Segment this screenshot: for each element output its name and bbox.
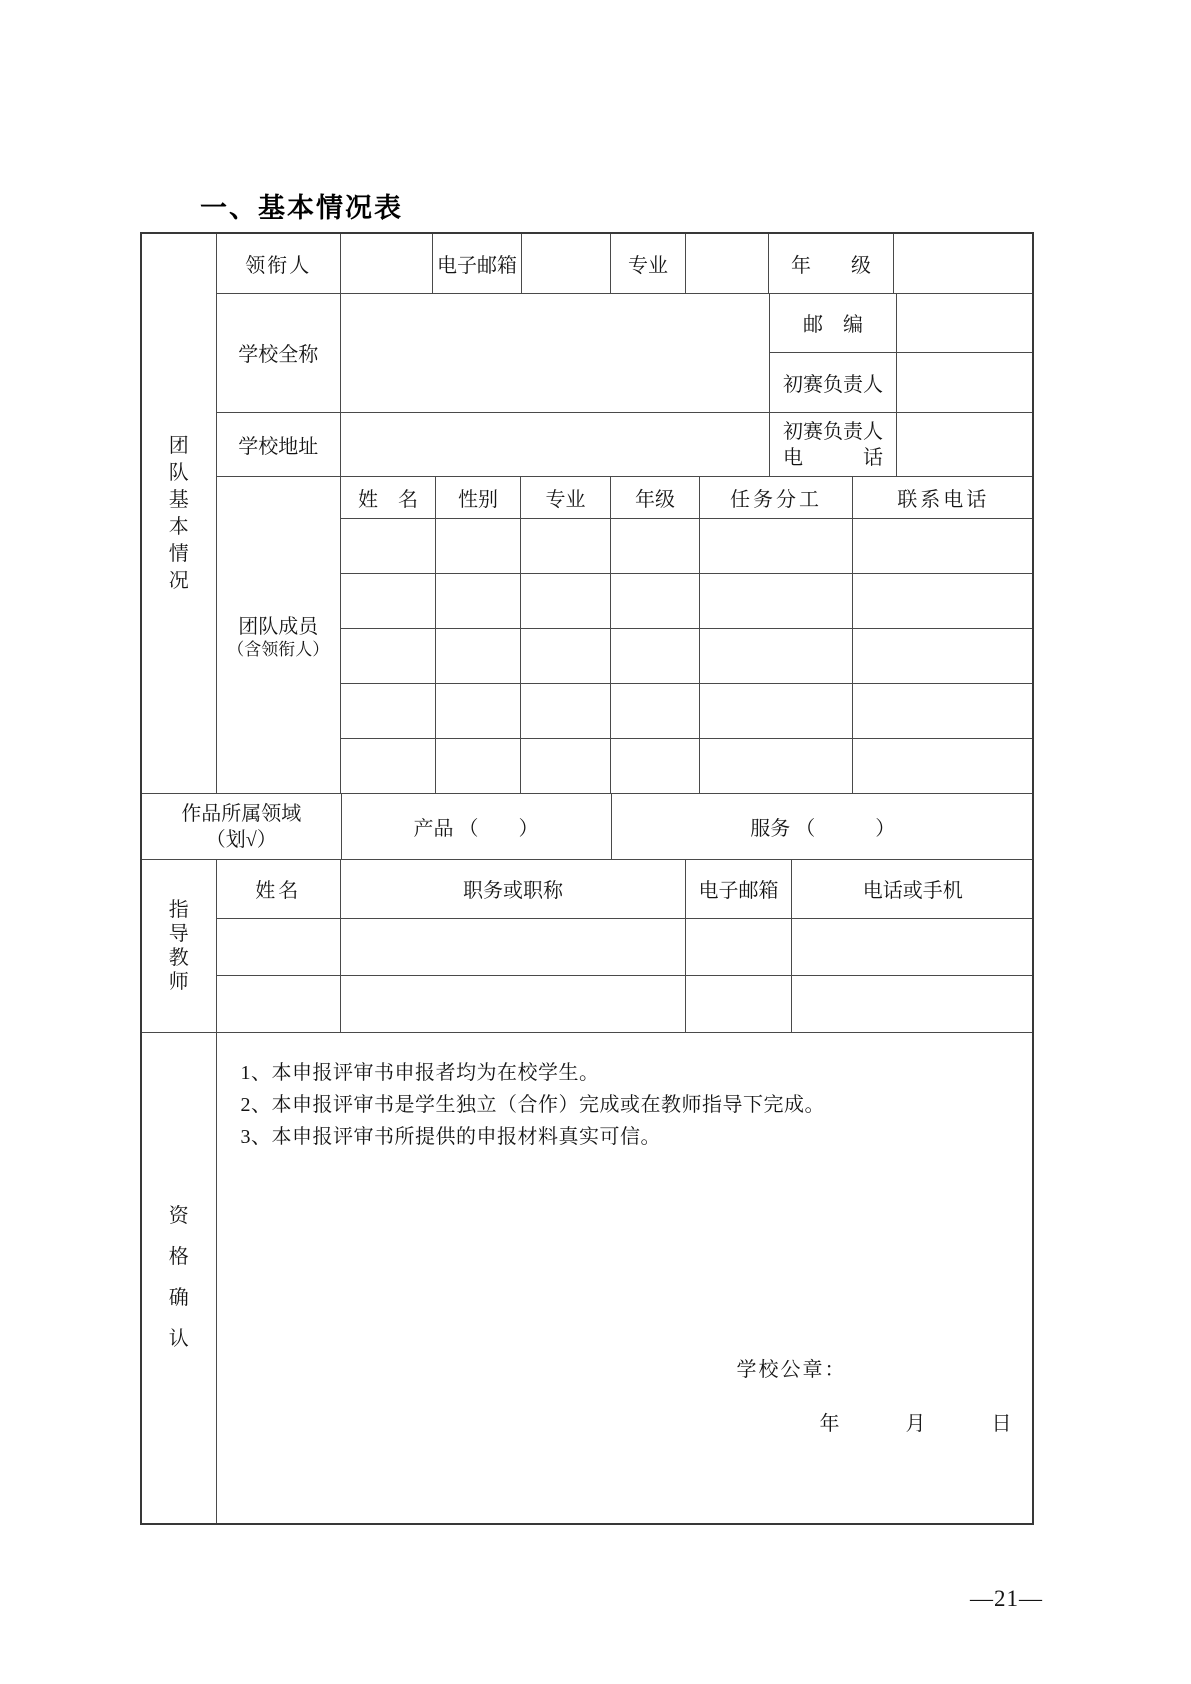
leader-label-cell: 领衔人 bbox=[217, 234, 341, 293]
school-address-value-cell bbox=[341, 413, 770, 477]
field-domain-table bbox=[142, 794, 1034, 859]
members-label-cell bbox=[217, 477, 341, 793]
prelim-manager-label-cell: 初赛负责人 bbox=[770, 353, 897, 413]
member-header-grade: 年级 bbox=[611, 477, 700, 518]
advisor-empty-cell bbox=[792, 975, 1034, 1032]
advisor-empty-cell bbox=[341, 918, 686, 975]
qualification-statements bbox=[241, 1057, 826, 1153]
side-label-advisors: 指导教师 bbox=[168, 899, 189, 993]
side-label-qualification: 资格确认 bbox=[168, 1204, 189, 1350]
major-label-cell: 专业 bbox=[611, 234, 686, 293]
member-empty-cell bbox=[341, 683, 436, 738]
member-empty-cell bbox=[611, 518, 700, 573]
member-empty-cell bbox=[521, 738, 611, 793]
member-empty-cell bbox=[611, 573, 700, 628]
member-header-name: 姓 名 bbox=[341, 477, 436, 518]
member-empty-cell bbox=[853, 738, 1034, 793]
page-title: 一、基本情况表 bbox=[200, 193, 403, 223]
members-table bbox=[217, 477, 1034, 793]
advisors-table bbox=[217, 860, 1034, 1032]
member-header-gender: 性别 bbox=[436, 477, 521, 518]
statement-line-1: 1、本申报评审书申报者均为在校学生。 bbox=[240, 1062, 600, 1084]
seal-label: 学校公章： bbox=[736, 1359, 847, 1381]
advisor-empty-cell bbox=[217, 975, 341, 1032]
statement-line-3: 3、本申报评审书所提供的申报材料真实可信。 bbox=[240, 1126, 661, 1148]
leader-value-cell bbox=[341, 234, 433, 293]
member-empty-cell bbox=[853, 573, 1034, 628]
side-label-team-cell bbox=[141, 233, 216, 794]
school-rows-table bbox=[217, 294, 1034, 478]
school-name-label-cell: 学校全称 bbox=[217, 294, 341, 413]
statement-line-2: 2、本申报评审书是学生独立（合作）完成或在教师指导下完成。 bbox=[240, 1094, 825, 1116]
member-empty-cell bbox=[700, 518, 853, 573]
member-empty-cell bbox=[521, 518, 611, 573]
member-empty-cell bbox=[853, 518, 1034, 573]
field-domain-label-cell bbox=[142, 794, 341, 859]
prelim-phone-label-line1: 初赛负责人 bbox=[783, 420, 883, 443]
member-empty-cell bbox=[436, 573, 521, 628]
member-empty-cell bbox=[700, 573, 853, 628]
field-domain-section-cell bbox=[141, 794, 1033, 860]
product-option-cell: 产品 （ ） bbox=[341, 794, 611, 859]
form-table bbox=[140, 232, 1034, 1525]
school-name-value-cell bbox=[341, 294, 770, 413]
member-empty-cell bbox=[700, 628, 853, 683]
member-empty-cell bbox=[853, 628, 1034, 683]
member-empty-cell bbox=[341, 628, 436, 683]
date-day-label: 日 bbox=[991, 1413, 1012, 1435]
school-address-label-cell: 学校地址 bbox=[217, 413, 341, 477]
service-option-cell: 服务 （ ） bbox=[750, 818, 896, 840]
member-empty-cell bbox=[436, 628, 521, 683]
advisor-header-phone: 电话或手机 bbox=[792, 860, 1034, 918]
member-empty-cell bbox=[700, 683, 853, 738]
major-value-cell bbox=[686, 234, 769, 293]
email-label-cell: 电子邮箱 bbox=[433, 234, 522, 293]
side-label-advisors-cell bbox=[141, 860, 216, 1033]
date-line bbox=[820, 1407, 1012, 1436]
grade-label-cell: 年 级 bbox=[769, 234, 894, 293]
grade-value-cell bbox=[894, 234, 1034, 293]
postal-value-cell bbox=[897, 294, 1034, 353]
email-value-cell bbox=[522, 234, 611, 293]
qualification-content-cell bbox=[216, 1033, 1033, 1524]
advisor-header-email: 电子邮箱 bbox=[686, 860, 792, 918]
member-empty-cell bbox=[436, 683, 521, 738]
member-empty-cell bbox=[521, 683, 611, 738]
members-label-line1: 团队成员 bbox=[238, 615, 319, 638]
advisor-header-title: 职务或职称 bbox=[341, 860, 686, 918]
side-label-qualification-cell bbox=[141, 1033, 216, 1524]
member-header-task: 任务分工 bbox=[700, 477, 853, 518]
member-empty-cell bbox=[341, 573, 436, 628]
prelim-phone-value-cell bbox=[897, 413, 1034, 477]
advisor-empty-cell bbox=[341, 975, 686, 1032]
advisor-empty-cell bbox=[217, 918, 341, 975]
prelim-phone-label-cell bbox=[770, 413, 897, 477]
member-empty-cell bbox=[341, 738, 436, 793]
member-empty-cell bbox=[436, 518, 521, 573]
member-empty-cell bbox=[611, 738, 700, 793]
date-month-label: 月 bbox=[905, 1413, 926, 1435]
member-header-major: 专业 bbox=[521, 477, 611, 518]
prelim-phone-label-line2: 电 话 bbox=[783, 446, 883, 469]
prelim-manager-value-cell bbox=[897, 353, 1034, 413]
advisor-header-name: 姓名 bbox=[217, 860, 341, 918]
page-number: —21— bbox=[970, 1586, 1043, 1611]
member-empty-cell bbox=[521, 628, 611, 683]
leader-row-table bbox=[217, 234, 1034, 294]
member-empty-cell bbox=[611, 683, 700, 738]
member-empty-cell bbox=[853, 683, 1034, 738]
member-empty-cell bbox=[700, 738, 853, 793]
field-domain-label-line2: （划√） bbox=[205, 828, 277, 851]
field-domain-label-line1: 作品所属领域 bbox=[181, 802, 302, 825]
member-empty-cell bbox=[436, 738, 521, 793]
member-empty-cell bbox=[521, 573, 611, 628]
advisors-section-cell bbox=[216, 860, 1033, 1033]
member-header-phone: 联系电话 bbox=[853, 477, 1034, 518]
team-section-cell bbox=[216, 233, 1033, 794]
member-empty-cell bbox=[341, 518, 436, 573]
advisor-empty-cell bbox=[792, 918, 1034, 975]
advisor-empty-cell bbox=[686, 918, 792, 975]
member-empty-cell bbox=[611, 628, 700, 683]
date-year-label: 年 bbox=[819, 1413, 840, 1435]
members-label-line2: （含领衔人） bbox=[227, 639, 330, 659]
side-label-team: 团队基本情况 bbox=[168, 434, 189, 592]
postal-label-cell: 邮 编 bbox=[770, 294, 897, 353]
advisor-empty-cell bbox=[686, 975, 792, 1032]
